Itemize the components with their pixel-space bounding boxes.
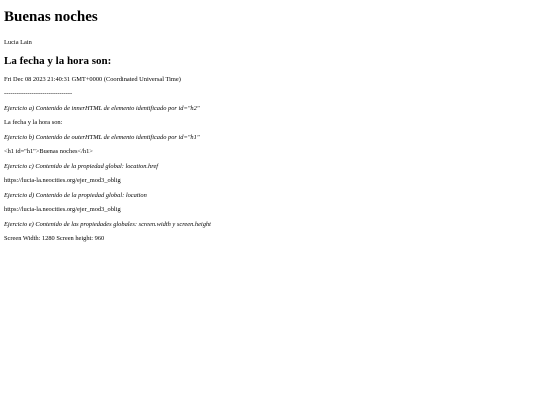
exercise-a-label: Ejercicio a) Contenido de innerHTML de elemento identificado por id="h2"	[4, 104, 200, 112]
date-heading: La fecha y la hora son:	[4, 54, 112, 67]
exercise-c-label: Ejercicio c) Contenido de la propiedad global: location.href	[4, 162, 159, 170]
exercise-d-value: https://lucia-la.neocities.org/ejer_mod3_oblig	[4, 206, 121, 214]
exercise-e-value: Screen Width: 1280 Screen height: 960	[4, 235, 105, 243]
exercise-c-value: https://lucia-la.neocities.org/ejer_mod3_oblig	[4, 177, 121, 185]
page-title: Buenas noches	[4, 9, 98, 25]
exercise-a-value: La fecha y la hora son:	[4, 119, 63, 127]
exercise-b-value: <h1 id="h1">Buenas noches</h1>	[4, 148, 93, 156]
author-name: Lucia Lain	[4, 39, 32, 46]
exercise-b-label: Ejercicio b) Contenido de outerHTML de elemento identificado por id="h1"	[4, 133, 200, 141]
exercise-d-label: Ejercicio d) Contenido de la propiedad global: location	[4, 191, 147, 199]
divider-line: --------------------------------	[4, 90, 73, 98]
exercise-e-label: Ejercicio e) Contenido de las propiedades globales: screen.width y screen.height	[4, 220, 211, 228]
date-text: Fri Dec 08 2023 21:40:31 GMT+0000 (Coordinated Universal Time)	[4, 75, 181, 83]
